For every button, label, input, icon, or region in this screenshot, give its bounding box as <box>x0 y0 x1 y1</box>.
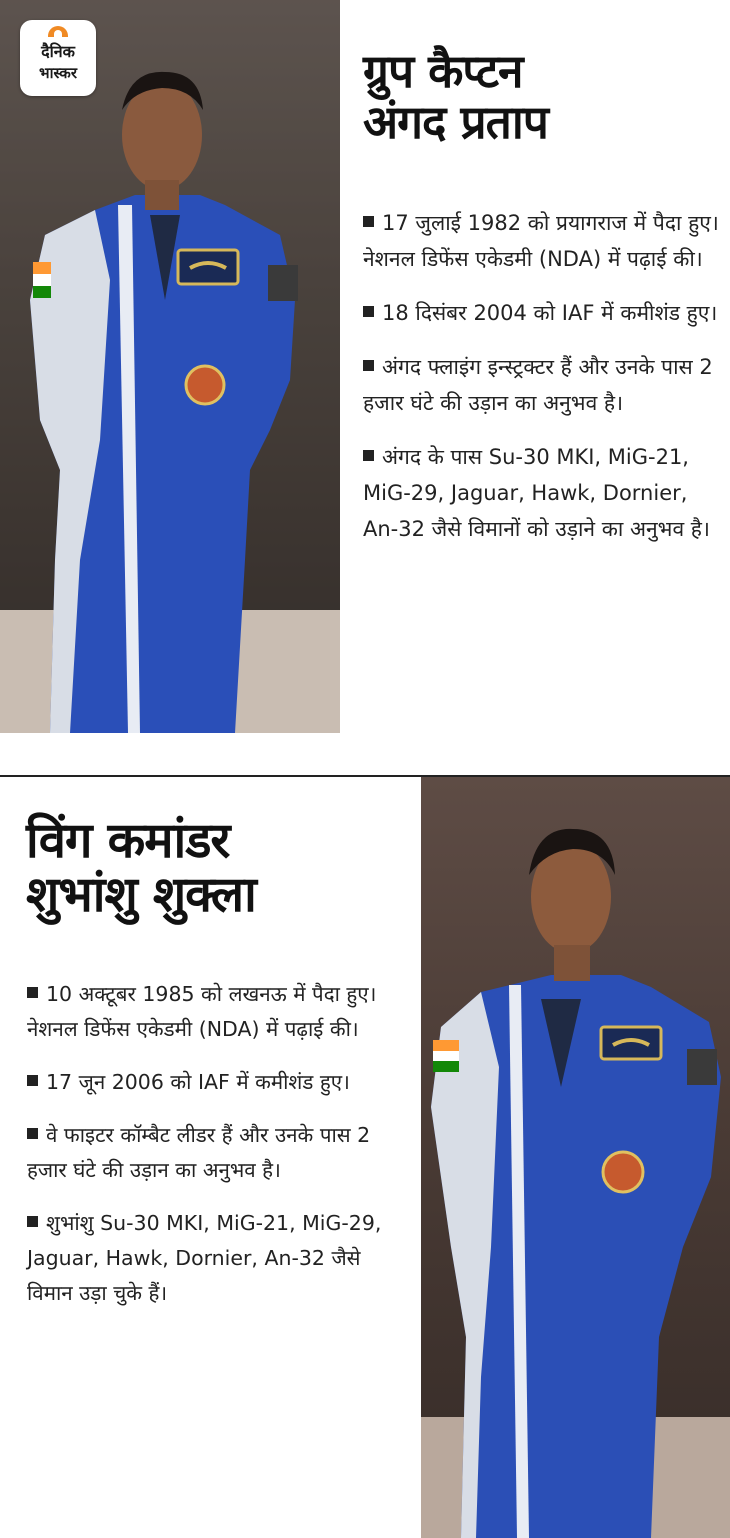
fact-item <box>363 205 723 277</box>
fact-item <box>27 1118 412 1188</box>
square-bullet-icon <box>363 216 374 227</box>
rank-line: ग्रुप कैप्टन <box>363 44 523 98</box>
square-bullet-icon <box>363 360 374 371</box>
rank-line: विंग कमांडर <box>26 812 230 869</box>
name-line: शुभांशु शुक्ला <box>26 865 256 923</box>
profile-heading <box>363 46 723 147</box>
fact-item <box>27 977 412 1047</box>
sun-icon <box>48 26 68 37</box>
portrait-photo-shubhanshu-shukla <box>421 777 730 1538</box>
fact-list <box>363 205 723 565</box>
profile-shubhanshu-shukla <box>0 777 730 1538</box>
astronaut-figure-illustration <box>421 777 730 1538</box>
fact-item <box>363 439 723 547</box>
square-bullet-icon <box>363 450 374 461</box>
fact-text: वे फाइटर कॉम्बैट लीडर हैं और उनके पास 2 हजार घंटे की उड़ान का अनुभव है। <box>27 1123 371 1182</box>
fact-text: अंगद फ्लाइंग इन्स्ट्रक्टर हैं और उनके पास 2 हजार घंटे की उड़ान का अनुभव है। <box>363 355 713 415</box>
fact-text: 18 दिसंबर 2004 को IAF में कमीशंड हुए। <box>382 301 718 325</box>
square-bullet-icon <box>27 1128 38 1139</box>
fact-text: अंगद के पास Su-30 MKI, MiG-21, MiG-29, Jaguar, Hawk, Dornier, An-32 जैसे विमानों को उड़ाने का अनुभव है। <box>363 445 710 541</box>
fact-item <box>363 349 723 421</box>
fact-item <box>27 1065 412 1100</box>
name-line: अंगद प्रताप <box>363 94 548 149</box>
fact-text: शुभांशु Su-30 MKI, MiG-21, MiG-29, Jaguar, Hawk, Dornier, An-32 जैसे विमान उड़ा चुके हैं। <box>27 1211 382 1305</box>
portrait-photo-angad-pratap <box>0 0 340 733</box>
fact-item <box>27 1206 412 1311</box>
logo-text-bhaskar: भास्कर <box>39 64 77 82</box>
astronaut-figure-illustration <box>0 0 340 733</box>
dainik-bhaskar-logo <box>20 20 96 96</box>
logo-text-dainik: दैनिक <box>41 42 75 61</box>
profile-heading <box>26 814 416 922</box>
square-bullet-icon <box>27 1075 38 1086</box>
square-bullet-icon <box>363 306 374 317</box>
fact-text: 17 जून 2006 को IAF में कमीशंड हुए। <box>46 1070 350 1094</box>
fact-list <box>27 977 412 1329</box>
fact-text: 10 अक्टूबर 1985 को लखनऊ में पैदा हुए। नेशनल डिफेंस एकेडमी (NDA) में पढ़ाई की। <box>27 982 377 1041</box>
square-bullet-icon <box>27 1216 38 1227</box>
fact-text: 17 जुलाई 1982 को प्रयागराज में पैदा हुए। नेशनल डिफेंस एकेडमी (NDA) में पढ़ाई की। <box>363 211 719 271</box>
square-bullet-icon <box>27 987 38 998</box>
fact-item <box>363 295 723 331</box>
